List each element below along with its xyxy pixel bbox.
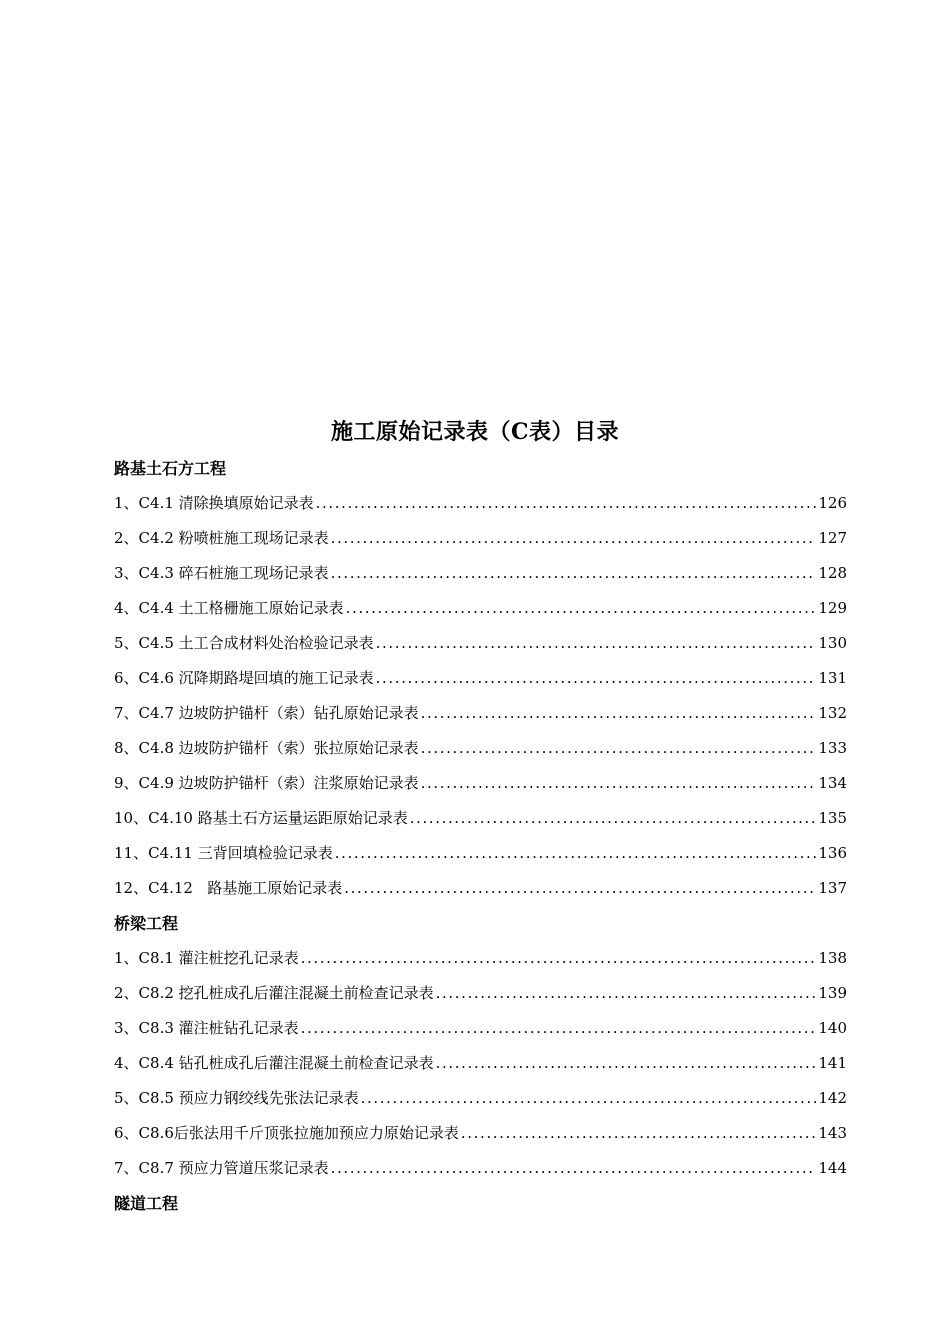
toc-entry-page: 142 bbox=[818, 1089, 847, 1107]
toc-entry-label: 3、C4.3 碎石桩施工现场记录表 bbox=[114, 564, 329, 582]
toc-entry-page: 135 bbox=[818, 809, 847, 827]
toc-entry[interactable] bbox=[114, 836, 847, 871]
toc-entry[interactable] bbox=[114, 1011, 847, 1046]
toc-entry-page: 143 bbox=[818, 1124, 847, 1142]
dot-leader bbox=[331, 1151, 817, 1186]
dot-leader bbox=[344, 871, 816, 906]
toc-entry[interactable] bbox=[114, 871, 847, 906]
toc-entry[interactable] bbox=[114, 1046, 847, 1081]
dot-leader bbox=[421, 696, 817, 731]
toc-section-bridge bbox=[114, 906, 847, 1186]
dot-leader bbox=[335, 836, 817, 871]
toc-entry-page: 137 bbox=[818, 879, 847, 897]
toc-entry-page: 128 bbox=[818, 564, 847, 582]
toc-entry-page: 141 bbox=[818, 1054, 847, 1072]
toc-entry-page: 144 bbox=[818, 1159, 847, 1177]
toc-entry-label: 4、C4.4 土工格栅施工原始记录表 bbox=[114, 599, 344, 617]
toc-entry-page: 132 bbox=[818, 704, 847, 722]
section-heading: 路基土石方工程 bbox=[114, 459, 227, 478]
dot-leader bbox=[331, 556, 817, 591]
toc-entry[interactable] bbox=[114, 976, 847, 1011]
toc-entry-label: 8、C4.8 边坡防护锚杆（索）张拉原始记录表 bbox=[114, 739, 419, 757]
toc-entry[interactable] bbox=[114, 556, 847, 591]
toc-entry[interactable] bbox=[114, 486, 847, 521]
toc-entry-label: 5、C4.5 土工合成材料处治检验记录表 bbox=[114, 634, 374, 652]
toc-entry-label: 10、C4.10 路基土石方运量运距原始记录表 bbox=[114, 809, 408, 827]
toc-entry-page: 126 bbox=[818, 494, 847, 512]
toc-entry-label: 6、C4.6 沉降期路堤回填的施工记录表 bbox=[114, 669, 374, 687]
toc-entry-page: 138 bbox=[818, 949, 847, 967]
dot-leader bbox=[346, 591, 817, 626]
toc-entry-label: 2、C8.2 挖孔桩成孔后灌注混凝土前检查记录表 bbox=[114, 984, 434, 1002]
toc-entry[interactable] bbox=[114, 1081, 847, 1116]
toc-entry-page: 130 bbox=[818, 634, 847, 652]
dot-leader bbox=[301, 941, 817, 976]
table-of-contents bbox=[114, 451, 847, 1221]
toc-entry[interactable] bbox=[114, 941, 847, 976]
dot-leader bbox=[410, 801, 817, 836]
dot-leader bbox=[436, 976, 817, 1011]
dot-leader bbox=[421, 766, 817, 801]
toc-entry-label: 3、C8.3 灌注桩钻孔记录表 bbox=[114, 1019, 299, 1037]
dot-leader bbox=[376, 626, 817, 661]
toc-entry-page: 134 bbox=[818, 774, 847, 792]
toc-entry-label: 1、C4.1 清除换填原始记录表 bbox=[114, 494, 314, 512]
dot-leader bbox=[376, 661, 817, 696]
toc-entry[interactable] bbox=[114, 801, 847, 836]
toc-entry-label: 4、C8.4 钻孔桩成孔后灌注混凝土前检查记录表 bbox=[114, 1054, 434, 1072]
toc-entry-label: 7、C8.7 预应力管道压浆记录表 bbox=[114, 1159, 329, 1177]
toc-entry[interactable] bbox=[114, 1116, 847, 1151]
toc-entry-label: 12、C4.12 路基施工原始记录表 bbox=[114, 879, 343, 897]
toc-entry-page: 140 bbox=[818, 1019, 847, 1037]
toc-entry-label: 5、C8.5 预应力钢绞线先张法记录表 bbox=[114, 1089, 359, 1107]
section-heading: 桥梁工程 bbox=[114, 914, 179, 933]
dot-leader bbox=[316, 486, 817, 521]
toc-entry-label: 7、C4.7 边坡防护锚杆（索）钻孔原始记录表 bbox=[114, 704, 419, 722]
toc-entry[interactable] bbox=[114, 766, 847, 801]
toc-entry-label: 6、C8.6后张法用千斤顶张拉施加预应力原始记录表 bbox=[114, 1124, 459, 1142]
toc-entry-label: 9、C4.9 边坡防护锚杆（索）注浆原始记录表 bbox=[114, 774, 419, 792]
toc-entry-label: 11、C4.11 三背回填检验记录表 bbox=[114, 844, 333, 862]
toc-entry-label: 1、C8.1 灌注桩挖孔记录表 bbox=[114, 949, 299, 967]
dot-leader bbox=[331, 521, 817, 556]
toc-entry[interactable] bbox=[114, 1151, 847, 1186]
toc-section-tunnel bbox=[114, 1186, 847, 1221]
toc-entry-page: 129 bbox=[818, 599, 847, 617]
dot-leader bbox=[301, 1011, 817, 1046]
toc-entry[interactable] bbox=[114, 521, 847, 556]
toc-entry-page: 139 bbox=[818, 984, 847, 1002]
toc-entry-label: 2、C4.2 粉喷桩施工现场记录表 bbox=[114, 529, 329, 547]
dot-leader bbox=[461, 1116, 816, 1151]
toc-entry[interactable] bbox=[114, 731, 847, 766]
section-heading: 隧道工程 bbox=[114, 1194, 179, 1213]
toc-entry-page: 131 bbox=[818, 669, 847, 687]
dot-leader bbox=[361, 1081, 817, 1116]
toc-entry[interactable] bbox=[114, 591, 847, 626]
toc-entry[interactable] bbox=[114, 626, 847, 661]
toc-entry[interactable] bbox=[114, 661, 847, 696]
dot-leader bbox=[436, 1046, 817, 1081]
toc-entry-page: 136 bbox=[818, 844, 847, 862]
toc-entry[interactable] bbox=[114, 696, 847, 731]
page-title: 施工原始记录表（C表）目录 bbox=[330, 419, 619, 445]
toc-entry-page: 133 bbox=[818, 739, 847, 757]
toc-entry-page: 127 bbox=[818, 529, 847, 547]
toc-section-subgrade bbox=[114, 451, 847, 906]
dot-leader bbox=[421, 731, 817, 766]
